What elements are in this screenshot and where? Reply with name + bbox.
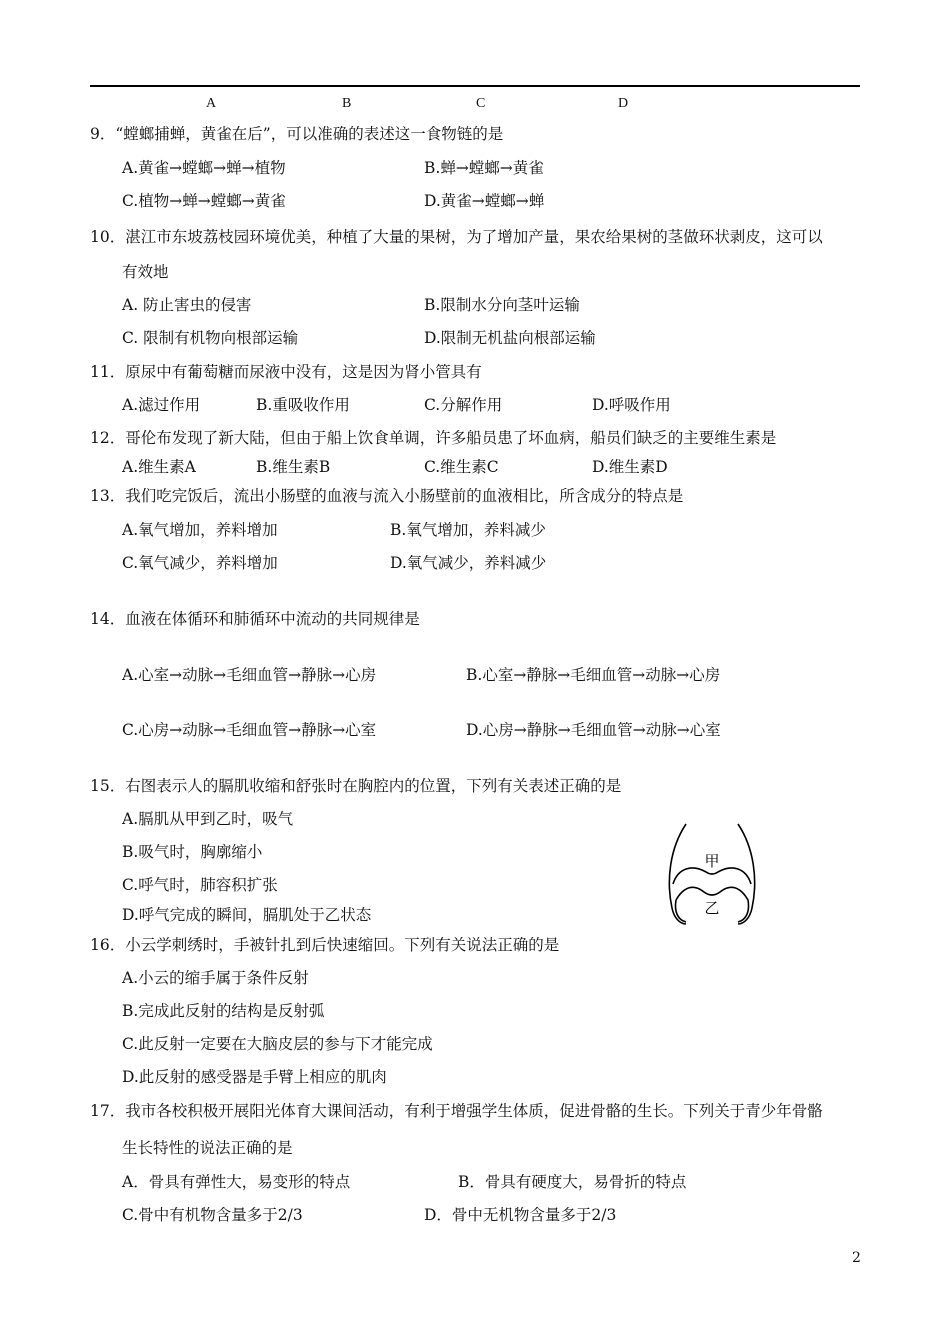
diaphragm-curve-upper <box>673 868 751 884</box>
question-17-option-a: A．骨具有弹性大，易变形的特点 <box>122 1173 351 1191</box>
question-14-option-c: C.心房→动脉→毛细血管→静脉→心室 <box>122 721 377 739</box>
question-16-option-d: D.此反射的感受器是手臂上相应的肌肉 <box>122 1068 387 1086</box>
question-15-stem: 15．右图表示人的膈肌收缩和舒张时在胸腔内的位置，下列有关表述正确的是 <box>90 777 622 795</box>
question-13-stem: 13．我们吃完饭后，流出小肠壁的血液与流入小肠壁前的血液相比，所含成分的特点是 <box>90 487 684 505</box>
question-9-option-c: C.植物→蝉→螳螂→黄雀 <box>122 192 286 210</box>
figure-label-lower: 乙 <box>704 899 720 917</box>
question-15-option-c: C.呼气时，肺容积扩张 <box>122 876 278 894</box>
question-15-option-d: D.呼气完成的瞬间，膈肌处于乙状态 <box>122 906 372 924</box>
question-13-option-c: C.氧气减少，养料增加 <box>122 554 278 572</box>
question-16-option-c: C.此反射一定要在大脑皮层的参与下才能完成 <box>122 1035 433 1053</box>
header-label-c: C <box>476 96 486 111</box>
question-14-stem: 14．血液在体循环和肺循环中流动的共同规律是 <box>90 610 420 628</box>
diaphragm-figure <box>664 822 760 926</box>
header-label-a: A <box>206 96 217 111</box>
figure-label-upper: 甲 <box>704 852 720 870</box>
question-16-option-a: A.小云的缩手属于条件反射 <box>122 969 309 987</box>
question-9-option-a: A.黄雀→螳螂→蝉→植物 <box>122 159 286 177</box>
question-12-option-a: A.维生素A <box>122 458 196 476</box>
question-11-stem: 11．原尿中有葡萄糖而尿液中没有，这是因为肾小管具有 <box>90 363 482 381</box>
question-10-stem-line2: 有效地 <box>122 263 169 281</box>
question-13-option-d: D.氧气减少，养料减少 <box>390 554 547 572</box>
question-9-stem: 9．“螳螂捕蝉，黄雀在后”，可以准确的表述这一食物链的是 <box>90 125 504 143</box>
question-10-option-d: D.限制无机盐向根部运输 <box>424 329 596 347</box>
question-11-option-b: B.重吸收作用 <box>256 396 350 414</box>
question-10-option-b: B.限制水分向茎叶运输 <box>424 296 580 314</box>
header-label-d: D <box>618 96 629 111</box>
question-14-option-a: A.心室→动脉→毛细血管→静脉→心房 <box>122 666 377 684</box>
question-17-option-d: D．骨中无机物含量多于2/3 <box>424 1206 617 1224</box>
page-number: 2 <box>852 1250 861 1266</box>
question-10-stem-line1: 10．湛江市东坡荔枝园环境优美，种植了大量的果树，为了增加产量，果农给果树的茎做环状剥皮，这可以 <box>90 228 823 246</box>
header-label-b: B <box>342 96 352 111</box>
question-11-option-d: D.呼吸作用 <box>592 396 671 414</box>
question-9-option-d: D.黄雀→螳螂→蝉 <box>424 192 545 210</box>
question-17-stem-line2: 生长特性的说法正确的是 <box>122 1139 293 1157</box>
question-13-option-a: A.氧气增加，养料增加 <box>122 521 278 539</box>
question-13-option-b: B.氧气增加，养料减少 <box>390 521 546 539</box>
question-15-option-a: A.膈肌从甲到乙时，吸气 <box>122 810 294 828</box>
question-11-option-a: A.滤过作用 <box>122 396 201 414</box>
question-14-option-b: B.心室→静脉→毛细血管→动脉→心房 <box>466 666 721 684</box>
question-10-option-c: C. 限制有机物向根部运输 <box>122 329 299 347</box>
question-17-option-c: C.骨中有机物含量多于2/3 <box>122 1206 303 1224</box>
question-11-option-c: C.分解作用 <box>424 396 503 414</box>
question-16-stem: 16．小云学刺绣时，手被针扎到后快速缩回。下列有关说法正确的是 <box>90 936 560 954</box>
question-17-option-b: B．骨具有硬度大，易骨折的特点 <box>458 1173 687 1191</box>
question-17-stem-line1: 17．我市各校积极开展阳光体育大课间活动，有利于增强学生体质，促进骨骼的生长。下列关于青少年骨骼 <box>90 1102 823 1120</box>
question-15-option-b: B.吸气时，胸廓缩小 <box>122 843 263 861</box>
question-14-option-d: D.心房→静脉→毛细血管→动脉→心室 <box>466 721 721 739</box>
question-12-option-c: C.维生素C <box>424 458 499 476</box>
question-12-stem: 12．哥伦布发现了新大陆，但由于船上饮食单调，许多船员患了坏血病，船员们缺乏的主要维生素是 <box>90 429 777 447</box>
question-12-option-d: D.维生素D <box>592 458 668 476</box>
question-16-option-b: B.完成此反射的结构是反射弧 <box>122 1002 325 1020</box>
question-9-option-b: B.蝉→螳螂→黄雀 <box>424 159 544 177</box>
question-12-option-b: B.维生素B <box>256 458 331 476</box>
header-rule <box>90 85 860 87</box>
question-10-option-a: A. 防止害虫的侵害 <box>122 296 252 314</box>
